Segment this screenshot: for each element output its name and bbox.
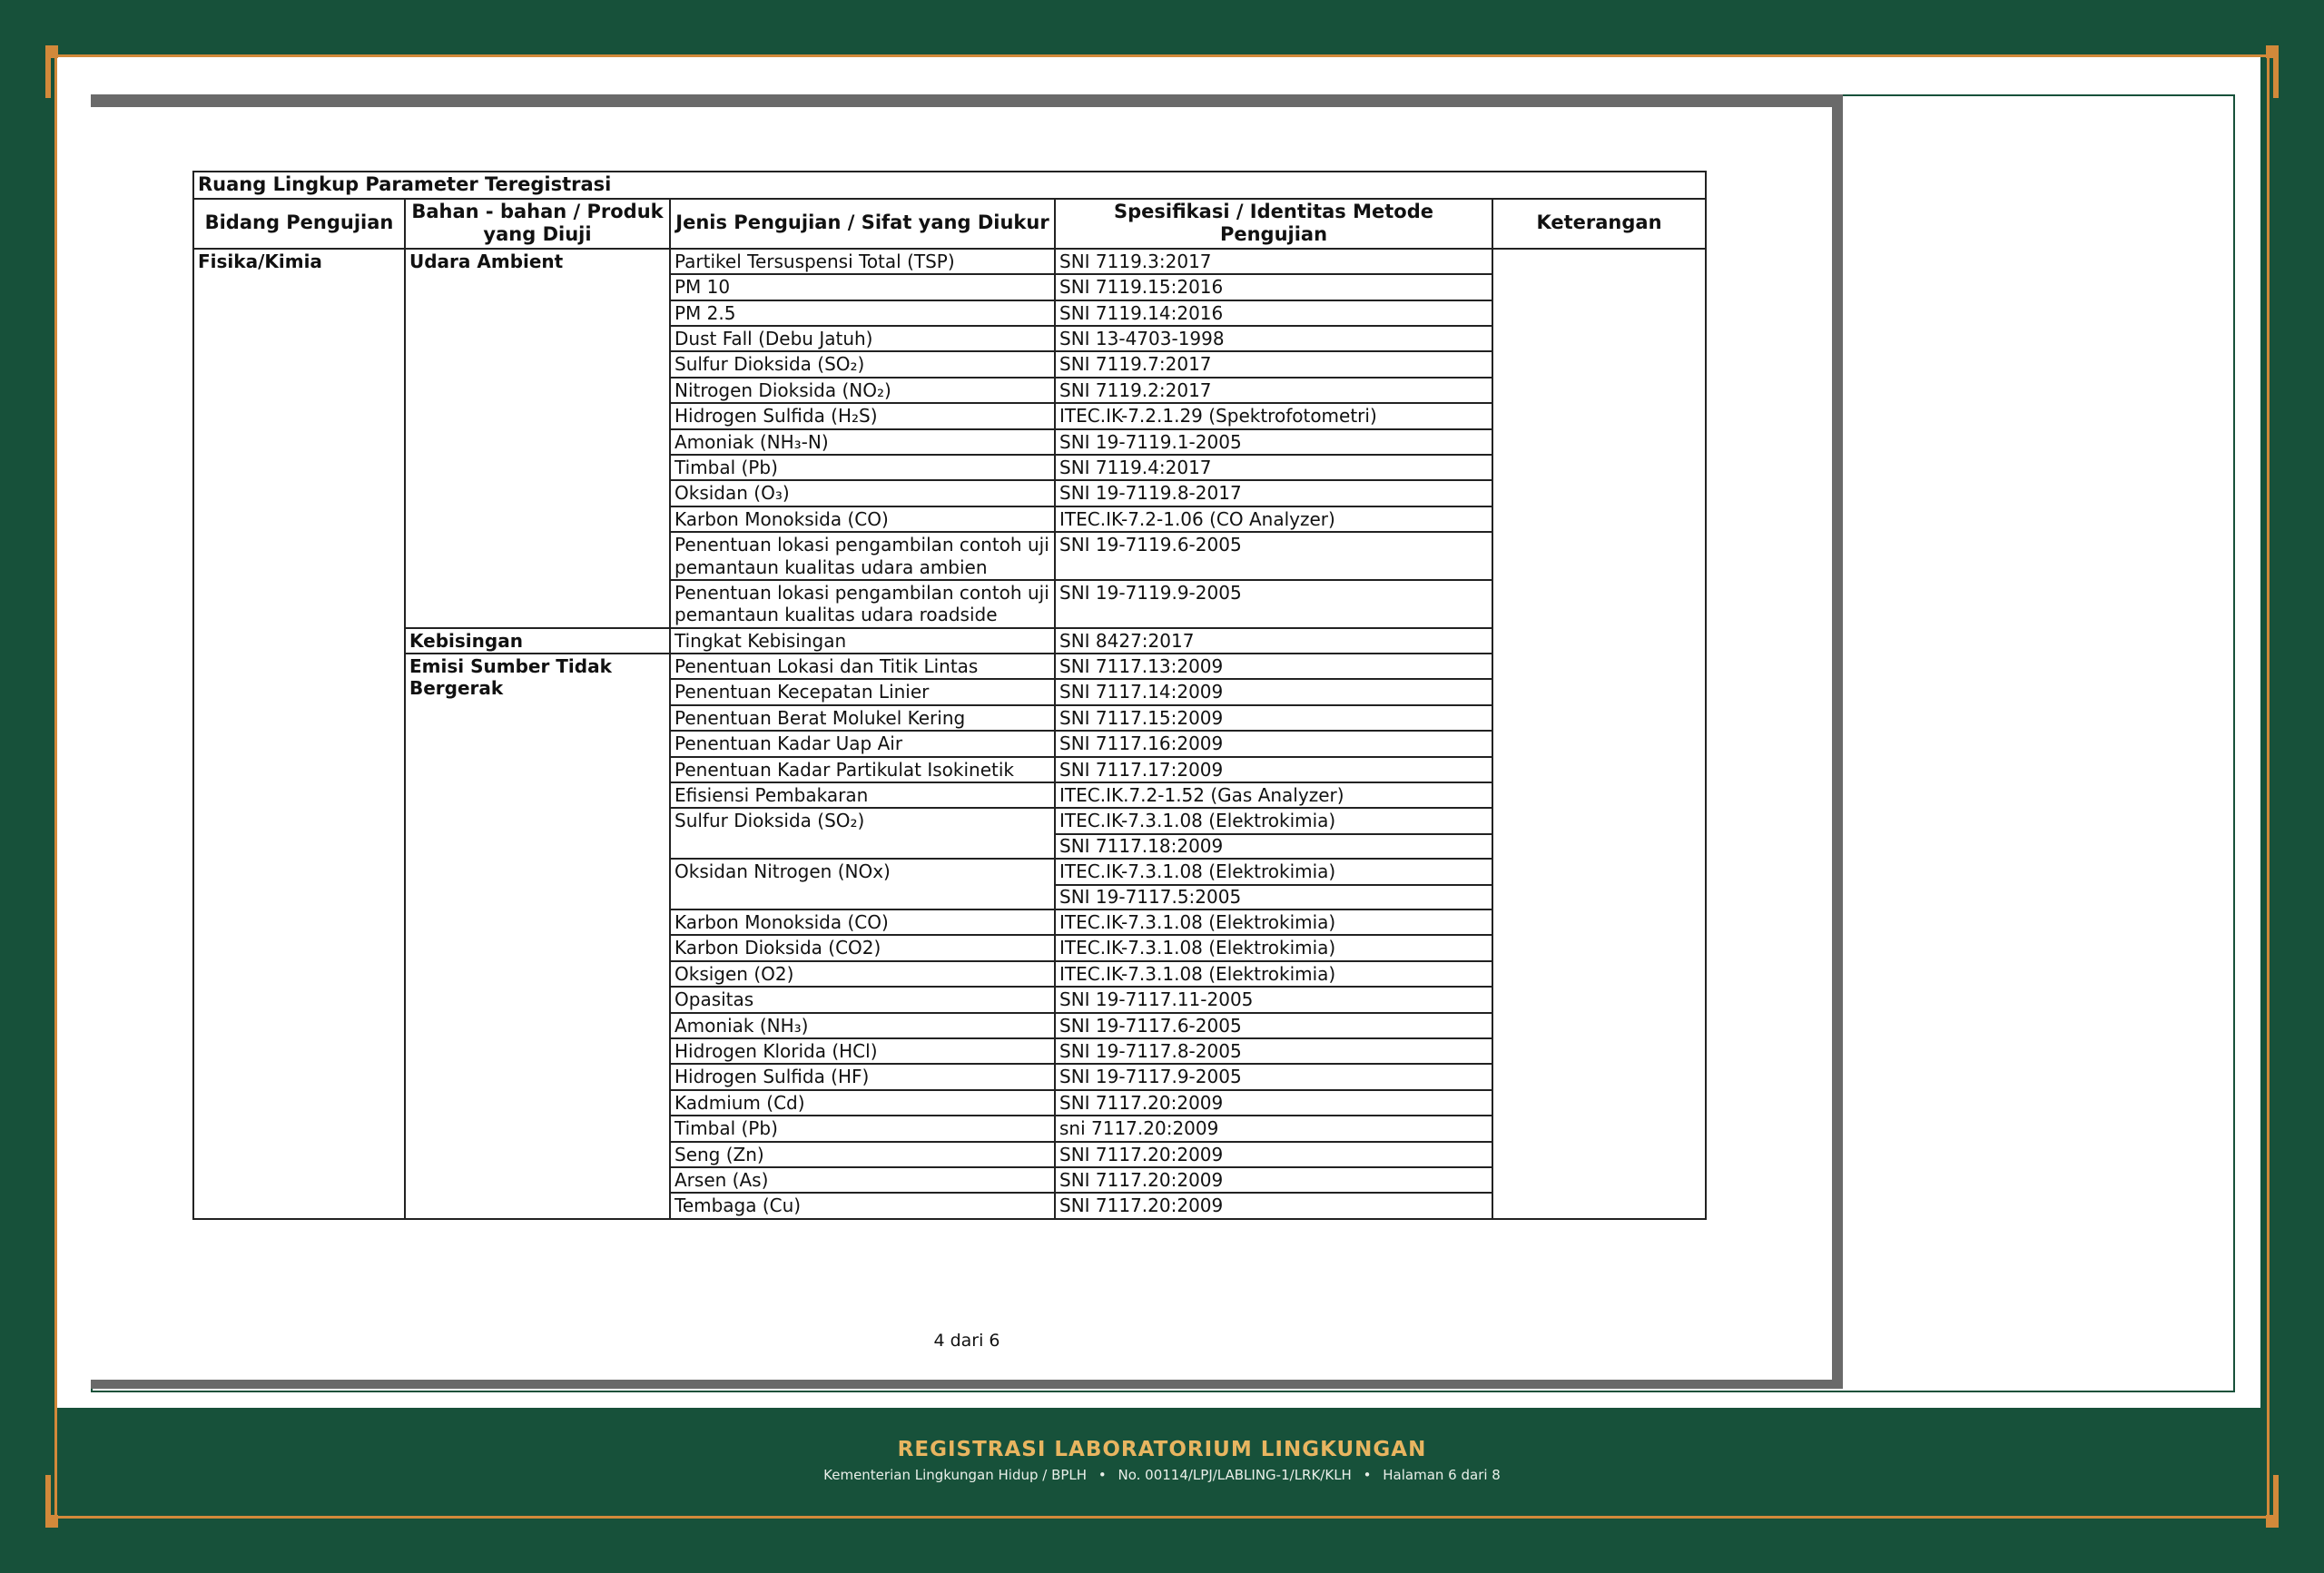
jenis-cell: Penentuan lokasi pengambilan contoh uji pemantaun kualitas udara roadside xyxy=(670,580,1055,628)
jenis-cell: Tingkat Kebisingan xyxy=(670,628,1055,654)
spesifikasi-value: ITEC.IK-7.2.1.29 (Spektrofotometri) xyxy=(1059,405,1377,428)
jenis-cell: Arsen (As) xyxy=(670,1167,1055,1193)
spesifikasi-value: SNI 19-7119.9-2005 xyxy=(1059,581,1242,604)
spesifikasi-value: SNI 7117.16:2009 xyxy=(1059,732,1224,755)
spesifikasi-value: SNI 8427:2017 xyxy=(1059,629,1195,652)
spesifikasi-value: SNI 13-4703-1998 xyxy=(1059,328,1225,349)
spesifikasi-cell xyxy=(1055,731,1492,756)
spesifikasi-cell xyxy=(1055,274,1492,300)
footer-title: REGISTRASI LABORATORIUM LINGKUNGAN xyxy=(897,1438,1427,1461)
jenis-cell: Penentuan lokasi pengambilan contoh uji pemantaun kualitas udara ambien xyxy=(670,532,1055,580)
spesifikasi-cell xyxy=(1055,506,1492,532)
spesifikasi-value: ITEC.IK-7.3.1.08 (Elektrokimia) xyxy=(1059,810,1336,832)
bahan-cell: Udara Ambient xyxy=(405,249,670,628)
header-bidang: Bidang Pengujian xyxy=(193,199,405,249)
jenis-cell: Partikel Tersuspensi Total (TSP) xyxy=(670,249,1055,274)
spesifikasi-value: SNI 19-7119.1-2005 xyxy=(1059,430,1242,453)
spesifikasi-value: SNI 7117.13:2009 xyxy=(1059,655,1224,678)
spesifikasi-value: SNI 19-7117.6-2005 xyxy=(1059,1014,1242,1037)
spesifikasi-value: ITEC.IK-7.3.1.08 (Elektrokimia) xyxy=(1059,937,1336,959)
table-row xyxy=(193,628,1706,654)
spesifikasi-cell xyxy=(1055,1064,1492,1089)
spesifikasi-cell xyxy=(1055,935,1492,960)
jenis-cell: Seng (Zn) xyxy=(670,1142,1055,1167)
spesifikasi-value: SNI 7117.17:2009 xyxy=(1059,758,1224,781)
keterangan-cell xyxy=(1492,249,1706,1219)
spesifikasi-cell xyxy=(1055,429,1492,455)
spesifikasi-cell xyxy=(1055,1167,1492,1193)
spesifikasi-value: ITEC.IK.7.2-1.52 (Gas Analyzer) xyxy=(1059,784,1344,807)
jenis-cell: Amoniak (NH₃-N) xyxy=(670,429,1055,455)
footer-page: Halaman 6 dari 8 xyxy=(1383,1467,1501,1483)
spesifikasi-cell xyxy=(1055,1142,1492,1167)
spesifikasi-value: ITEC.IK-7.2-1.06 (CO Analyzer) xyxy=(1059,507,1335,530)
jenis-cell: Oksigen (O2) xyxy=(670,961,1055,987)
spesifikasi-cell xyxy=(1055,987,1492,1012)
jenis-cell: Dust Fall (Debu Jatuh) xyxy=(670,326,1055,351)
spesifikasi-value: SNI 7119.2:2017 xyxy=(1059,379,1212,401)
spesifikasi-value: ITEC.IK-7.3.1.08 (Elektrokimia) xyxy=(1059,910,1336,933)
spesifikasi-cell xyxy=(1055,859,1492,909)
spesifikasi-value: ITEC.IK-7.3.1.08 (Elektrokimia) xyxy=(1059,962,1336,985)
spesifikasi-cell xyxy=(1055,705,1492,731)
spesifikasi-cell xyxy=(1055,1013,1492,1038)
jenis-cell: Efisiensi Pembakaran xyxy=(670,782,1055,808)
spesifikasi-cell xyxy=(1055,249,1492,274)
spesifikasi-cell xyxy=(1055,1090,1492,1116)
footer-subtitle xyxy=(0,1467,2324,1483)
frame-corner-bar xyxy=(45,45,51,98)
spesifikasi-value: SNI 7117.15:2009 xyxy=(1059,706,1224,729)
page-number: 4 dari 6 xyxy=(933,1331,1000,1351)
spesifikasi-value: SNI 7119.15:2016 xyxy=(1059,276,1224,299)
spesifikasi-cell xyxy=(1055,378,1492,403)
spesifikasi-value: ITEC.IK-7.3.1.08 (Elektrokimia) xyxy=(1059,860,1336,883)
spesifikasi-cell xyxy=(1055,1193,1492,1218)
jenis-cell: Sulfur Dioksida (SO₂) xyxy=(670,808,1055,859)
jenis-cell: Sulfur Dioksida (SO₂) xyxy=(670,351,1055,377)
jenis-cell: Karbon Monoksida (CO) xyxy=(670,506,1055,532)
spesifikasi-value: SNI 19-7119.8-2017 xyxy=(1059,482,1242,505)
spesifikasi-value: SNI 19-7117.8-2005 xyxy=(1059,1039,1242,1062)
spesifikasi-value: SNI 7119.7:2017 xyxy=(1059,353,1212,376)
spesifikasi-cell xyxy=(1055,480,1492,506)
jenis-cell: PM 10 xyxy=(670,274,1055,300)
bidang-cell: Fisika/Kimia xyxy=(193,249,405,1219)
spesifikasi-value-alt: SNI 19-7117.5:2005 xyxy=(1056,884,1492,908)
spesifikasi-cell xyxy=(1055,757,1492,782)
spesifikasi-cell xyxy=(1055,455,1492,480)
jenis-cell: Karbon Monoksida (CO) xyxy=(670,909,1055,935)
spesifikasi-cell xyxy=(1055,351,1492,377)
jenis-cell: Penentuan Kecepatan Linier xyxy=(670,679,1055,704)
spesifikasi-value: SNI 19-7117.11-2005 xyxy=(1059,988,1254,1011)
spesifikasi-cell xyxy=(1055,782,1492,808)
spesifikasi-cell xyxy=(1055,1038,1492,1064)
spesifikasi-value-alt: SNI 7117.18:2009 xyxy=(1056,833,1492,857)
table-row xyxy=(193,654,1706,679)
jenis-cell: Nitrogen Dioksida (NO₂) xyxy=(670,378,1055,403)
spesifikasi-value: SNI 7119.3:2017 xyxy=(1059,250,1212,272)
table-caption: Ruang Lingkup Parameter Teregistrasi xyxy=(193,172,1706,199)
spesifikasi-cell xyxy=(1055,654,1492,679)
spesifikasi-cell xyxy=(1055,580,1492,628)
spesifikasi-value: SNI 7119.14:2016 xyxy=(1059,301,1224,324)
spesifikasi-cell xyxy=(1055,679,1492,704)
jenis-cell: Oksidan Nitrogen (NOx) xyxy=(670,859,1055,909)
spesifikasi-value: SNI 7119.4:2017 xyxy=(1059,456,1212,478)
bahan-cell: Emisi Sumber Tidak Bergerak xyxy=(405,654,670,1219)
spesifikasi-cell xyxy=(1055,326,1492,351)
header-spesifikasi: Spesifikasi / Identitas Metode Pengujian xyxy=(1055,199,1492,249)
jenis-cell: Opasitas xyxy=(670,987,1055,1012)
frame-corner-bar xyxy=(2273,45,2279,98)
footer-doc-number: No. 00114/LPJ/LABLING-1/LRK/KLH xyxy=(1118,1467,1352,1483)
bahan-cell: Kebisingan xyxy=(405,628,670,654)
jenis-cell: Penentuan Lokasi dan Titik Lintas xyxy=(670,654,1055,679)
jenis-cell: Hidrogen Klorida (HCl) xyxy=(670,1038,1055,1064)
spesifikasi-value: SNI 7117.14:2009 xyxy=(1059,681,1224,703)
footer-separator: • xyxy=(1098,1467,1107,1483)
header-keterangan: Keterangan xyxy=(1492,199,1706,249)
jenis-cell: Tembaga (Cu) xyxy=(670,1193,1055,1218)
jenis-cell: Penentuan Kadar Uap Air xyxy=(670,731,1055,756)
registered-parameters-table xyxy=(192,171,1707,1220)
jenis-cell: Penentuan Berat Molukel Kering xyxy=(670,705,1055,731)
spesifikasi-cell xyxy=(1055,1116,1492,1141)
spesifikasi-value: SNI 19-7119.6-2005 xyxy=(1059,534,1242,556)
spesifikasi-value: sni 7117.20:2009 xyxy=(1059,1117,1219,1140)
spesifikasi-value: SNI 7117.20:2009 xyxy=(1059,1143,1224,1165)
spesifikasi-value: SNI 7117.20:2009 xyxy=(1059,1091,1224,1114)
spesifikasi-cell xyxy=(1055,909,1492,935)
spesifikasi-value: SNI 7117.20:2009 xyxy=(1059,1194,1224,1217)
jenis-cell: Hidrogen Sulfida (HF) xyxy=(670,1064,1055,1089)
jenis-cell: Timbal (Pb) xyxy=(670,455,1055,480)
spesifikasi-cell xyxy=(1055,300,1492,326)
jenis-cell: Timbal (Pb) xyxy=(670,1116,1055,1141)
header-bahan: Bahan - bahan / Produk yang Diuji xyxy=(405,199,670,249)
footer-org: Kementerian Lingkungan Hidup / BPLH xyxy=(823,1467,1088,1483)
spesifikasi-value: SNI 19-7117.9-2005 xyxy=(1059,1066,1242,1088)
spesifikasi-cell xyxy=(1055,808,1492,859)
spesifikasi-cell xyxy=(1055,403,1492,428)
spesifikasi-value: SNI 7117.20:2009 xyxy=(1059,1168,1224,1191)
jenis-cell: Oksidan (O₃) xyxy=(670,480,1055,506)
jenis-cell: PM 2.5 xyxy=(670,300,1055,326)
spesifikasi-cell xyxy=(1055,628,1492,654)
footer-separator: • xyxy=(1363,1467,1372,1483)
spesifikasi-cell xyxy=(1055,961,1492,987)
table-row xyxy=(193,249,1706,274)
jenis-cell: Penentuan Kadar Partikulat Isokinetik xyxy=(670,757,1055,782)
spesifikasi-cell xyxy=(1055,532,1492,580)
jenis-cell: Hidrogen Sulfida (H₂S) xyxy=(670,403,1055,428)
jenis-cell: Karbon Dioksida (CO2) xyxy=(670,935,1055,960)
jenis-cell: Amoniak (NH₃) xyxy=(670,1013,1055,1038)
jenis-cell: Kadmium (Cd) xyxy=(670,1090,1055,1116)
header-jenis: Jenis Pengujian / Sifat yang Diukur xyxy=(670,199,1055,249)
